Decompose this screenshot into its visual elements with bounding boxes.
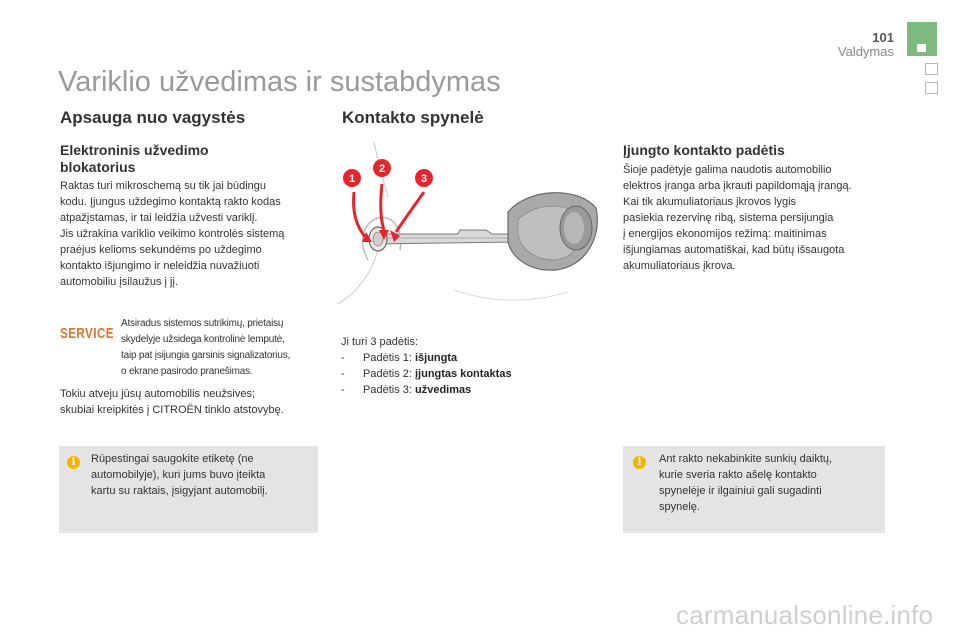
tab-square-icon [917,44,926,52]
list-item: - Padėtis 3: užvedimas [341,384,472,396]
right-heading: Įjungto kontakto padėtis [623,142,785,158]
marker-3: 3 [420,173,428,185]
text-line: elektros įranga arba įkrauti papildomąją įrangą. [623,180,852,192]
text-line: akumuliatoriaus įkrova. [623,260,736,272]
section-tab-active[interactable] [907,22,937,56]
text-line: į energijos ekonomijos režimą: maitinimas [623,228,827,240]
key-ignition-illustration [338,142,600,310]
left-body [60,178,325,290]
text-line: kurie sveria rakto ašelę kontakto [659,469,817,481]
text-line: Šioje padėtyje galima naudotis automobilio [623,164,832,176]
text-line: kodu. Įjungus uždegimo kontaktą rakto kodas [60,196,281,208]
subheading-line: Elektroninis užvedimo [60,142,209,158]
positions-block [341,334,601,398]
text-line: kartu su raktais, įsigyjant automobilį. [91,485,268,497]
right-body [623,162,893,274]
text-line: Kai tik akumuliatoriaus įkrovos lygis [623,196,797,208]
text-line: praėjus kelioms sekundėms po uždegimo [60,244,262,256]
text-line: Jis užrakina variklio veikimo kontrolės sistemą [60,228,285,240]
info-icon: i [633,456,646,469]
info-text [91,451,311,499]
list-item: - Padėtis 1: išjungta [341,352,458,364]
text-line: automobiliu įsilaužus į jį. [60,276,178,288]
text-line: Tokiu atveju jūsų automobilis neužsives; [60,388,256,400]
info-icon: i [67,456,80,469]
left-heading: Apsauga nuo vagystės [60,108,246,127]
service-warning-icon: SERVICE [60,325,114,342]
page-number: 101 [872,30,894,45]
text-line: skydelyje užsidega kontrolinė lemputė, [121,334,285,345]
watermark: carmanualsonline.info [676,600,934,630]
section-tab[interactable] [925,82,938,94]
section-name: Valdymas [837,44,894,59]
positions-intro: Ji turi 3 padėtis: [341,336,419,348]
text-line: atpažįstamas, ir tai leidžia užvesti variklį. [60,212,258,224]
text-line: spynelėje ir ilgainiui gali sugadinti [659,485,822,497]
marker-2: 2 [378,163,386,175]
text-line: skubiai kreipkitės į CITROËN tinklo atstovybę. [60,404,284,416]
text-line: Atsiradus sistemos sutrikimų, prietaisų [121,318,284,329]
text-line: Raktas turi mikroschemą su tik jai būdingu [60,180,267,192]
text-line: automobilyje), kuri jums buvo įteikta [91,469,266,481]
left-subheading [60,142,209,176]
list-item: - Padėtis 2: įjungtas kontaktas [341,368,512,380]
after-service-text [60,386,330,418]
service-note [121,316,331,380]
text-line: Rūpestingai saugokite etiketę (ne [91,453,254,465]
text-line: išjungiamas automatiškai, kad būtų išsaugota [623,244,845,256]
marker-1: 1 [348,173,356,185]
text-line: kontakto išjungimo ir neleidžia nuvažiuoti [60,260,260,272]
text-line: Ant rakto nekabinkite sunkių daiktų, [659,453,833,465]
text-line: spynelę. [659,501,700,513]
info-box-label [59,446,318,533]
subheading-line: blokatorius [60,159,136,175]
text-line: taip pat įsijungia garsinis signalizatorius, [121,350,291,361]
info-box-label [623,446,885,533]
page-title: Variklio užvedimas ir sustabdymas [58,66,501,98]
section-tab[interactable] [925,63,938,75]
text-line: o ekrane pasirodo pranešimas. [121,366,253,377]
text-line: pasiekia rezervinę ribą, sistema persijungia [623,212,834,224]
info-text [659,451,879,515]
middle-heading: Kontakto spynelė [342,108,484,127]
